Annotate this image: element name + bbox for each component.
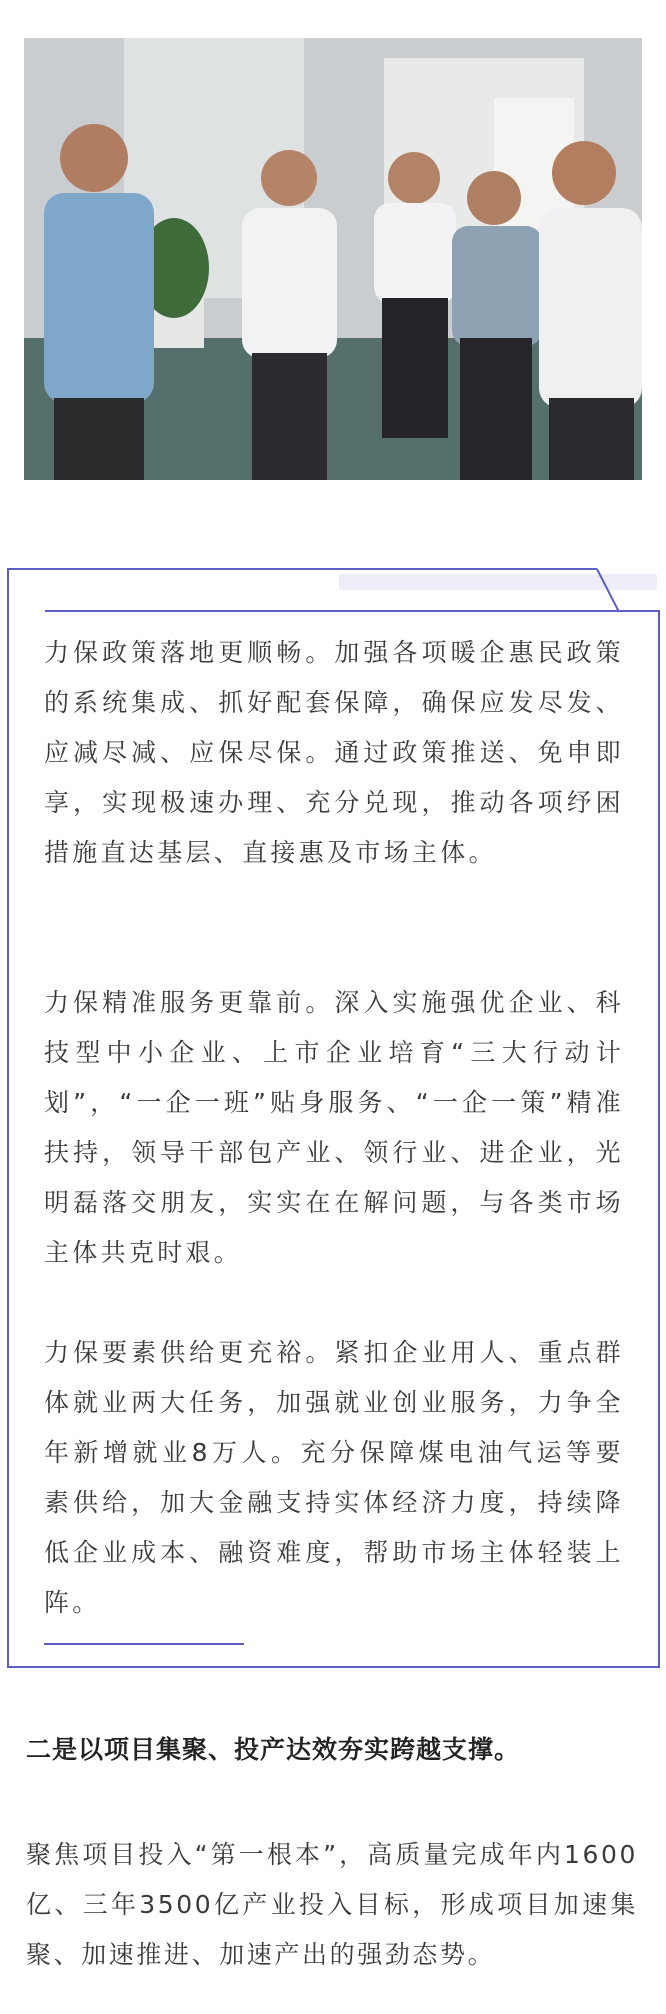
frame-bottom-accent xyxy=(44,1643,244,1645)
supply-paragraph: 力保要素供给更充裕。紧扣企业用人、重点群体就业两大任务，加强就业创业服务，力争全年新增就业8万人。充分保障煤电油气运等要素供给，加大金融支持实体经济力度，持续降低企业成本、融资难度，帮助市场主体轻装上阵。 xyxy=(44,1338,624,1617)
frame-left-line xyxy=(7,568,9,1668)
frame-bottom-line xyxy=(7,1666,660,1668)
meeting-photo xyxy=(24,38,642,480)
photo-illustration xyxy=(24,38,642,480)
frame-inner-top-line xyxy=(45,610,658,612)
frame-diagonal xyxy=(559,568,619,614)
policy-paragraph: 力保政策落地更顺畅。加强各项暖企惠民政策的系统集成、抓好配套保障，确保应发尽发、应减尽减、应保尽保。通过政策推送、免申即享，实现极速办理、充分兑现，推动各项纾困措施直达基层、直接惠及市场主体。 xyxy=(44,638,624,867)
frame-top-line xyxy=(7,568,597,570)
section-paragraph: 聚焦项目投入“第一根本”，高质量完成年内1600亿、三年3500亿产业投入目标，形成项目加速集聚、加速推进、加速产出的强劲态势。 xyxy=(26,1840,638,1969)
service-paragraph: 力保精准服务更靠前。深入实施强优企业、科技型中小企业、上市企业培育“三大行动计划”，“一企一班”贴身服务、“一企一策”精准扶持，领导干部包产业、领行业、进企业，光明磊落交朋友，实实在在解问题，与各类市场主体共克时艰。 xyxy=(44,988,624,1267)
section-title: 二是以项目集聚、投产达效夯实跨越支撑。 xyxy=(26,1735,521,1764)
frame-right-line xyxy=(658,610,660,1668)
